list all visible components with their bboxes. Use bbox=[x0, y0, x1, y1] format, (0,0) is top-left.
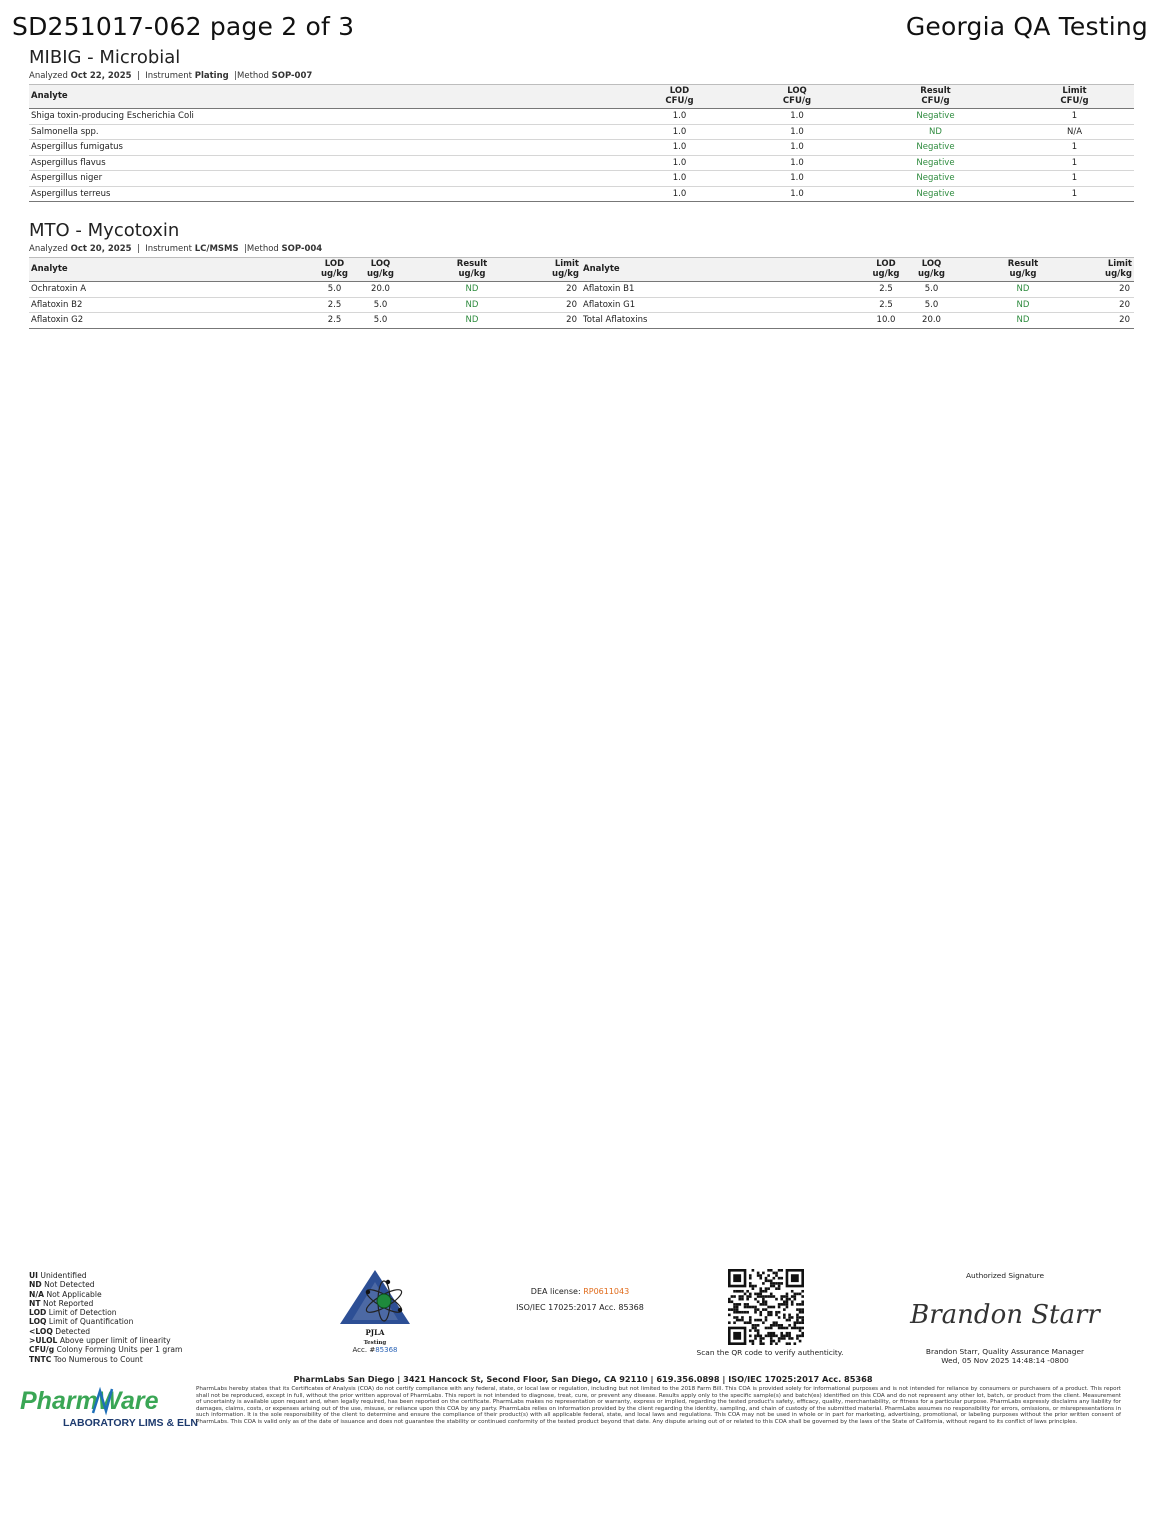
col-analyte: Analyte bbox=[31, 90, 68, 101]
col-lod: LOD CFU/g bbox=[665, 86, 694, 106]
method-label: Method bbox=[246, 244, 279, 254]
cell-loq: 20.0 bbox=[908, 313, 955, 329]
col-lod: LOD ug/kg bbox=[872, 259, 900, 279]
pjla-sub: Testing bbox=[363, 1340, 387, 1346]
cell-result: Negative bbox=[856, 109, 1015, 125]
cell-lod: 1.0 bbox=[621, 140, 738, 156]
cell-lod: 1.0 bbox=[621, 171, 738, 187]
cell-limit: 20 bbox=[540, 297, 581, 313]
col-loq: LOQ ug/kg bbox=[918, 259, 945, 279]
method-value: SOP-007 bbox=[271, 71, 313, 81]
svg-text:LABORATORY LIMS & ELN: LABORATORY LIMS & ELN bbox=[63, 1417, 198, 1429]
legend-item: N/A Not Applicable bbox=[29, 1289, 102, 1299]
table-row bbox=[29, 109, 1134, 125]
col-analyte: Analyte bbox=[583, 263, 620, 274]
qr-caption: Scan the QR code to verify authenticity. bbox=[696, 1348, 844, 1357]
cell-limit: 20 bbox=[1091, 313, 1134, 329]
cell-lod: 1.0 bbox=[621, 155, 738, 171]
cell-result: Negative bbox=[856, 140, 1015, 156]
client-name: Georgia QA Testing bbox=[905, 12, 1148, 41]
legend-item: >ULOL Above upper limit of linearity bbox=[29, 1336, 171, 1346]
analyzed-date: Oct 20, 2025 bbox=[70, 244, 132, 254]
microbial-section bbox=[29, 47, 1134, 82]
legend-item: TNTC Too Numerous to Count bbox=[29, 1354, 143, 1364]
microbial-table-wrap bbox=[29, 82, 1134, 202]
cell-loq: 1.0 bbox=[738, 186, 856, 202]
table-row bbox=[29, 297, 1134, 313]
cell-lod: 1.0 bbox=[621, 124, 738, 140]
cell-limit: 20 bbox=[540, 313, 581, 329]
cell-loq: 1.0 bbox=[738, 109, 856, 125]
cell-analyte: Aspergillus niger bbox=[29, 171, 621, 187]
table-row bbox=[29, 186, 1134, 202]
svg-text:PJLA: PJLA bbox=[365, 1328, 385, 1337]
table-header-row bbox=[29, 258, 1134, 282]
cell-lod: 2.5 bbox=[312, 297, 357, 313]
instrument-label: Instrument bbox=[145, 71, 193, 81]
cell-lod: 5.0 bbox=[312, 282, 357, 298]
cell-loq: 1.0 bbox=[738, 171, 856, 187]
col-limit: Limit ug/kg bbox=[552, 259, 579, 279]
method-value: SOP-004 bbox=[281, 244, 323, 254]
cell-loq: 1.0 bbox=[738, 140, 856, 156]
cell-analyte: Shiga toxin-producing Escherichia Coli bbox=[29, 109, 621, 125]
cell-lod: 1.0 bbox=[621, 186, 738, 202]
col-limit: Limit CFU/g bbox=[1060, 86, 1089, 106]
col-analyte: Analyte bbox=[31, 263, 68, 274]
cell-lod: 10.0 bbox=[864, 313, 908, 329]
cell-analyte: Aflatoxin B2 bbox=[29, 297, 312, 313]
legend-item: ND Not Detected bbox=[29, 1280, 95, 1290]
pjla-accreditation: Acc. #85368 bbox=[352, 1346, 398, 1354]
instrument-value: LC/MSMS bbox=[194, 244, 239, 254]
cell-result: ND bbox=[955, 282, 1091, 298]
mycotoxin-section bbox=[29, 220, 1134, 255]
analyzed-label: Analyzed bbox=[29, 244, 68, 254]
cell-lod: 2.5 bbox=[312, 313, 357, 329]
cell-analyte: Total Aflatoxins bbox=[581, 313, 864, 329]
signatory bbox=[900, 1347, 1110, 1365]
cell-result: Negative bbox=[856, 155, 1015, 171]
dea-number: RP0611043 bbox=[583, 1287, 630, 1296]
instrument-value: Plating bbox=[194, 71, 229, 81]
cell-result: ND bbox=[955, 313, 1091, 329]
cell-limit: 20 bbox=[1091, 282, 1134, 298]
legend-item: NT Not Reported bbox=[29, 1298, 94, 1308]
cell-limit: 1 bbox=[1015, 140, 1134, 156]
verification-qr-code[interactable] bbox=[727, 1269, 805, 1345]
svg-text:PharmWare: PharmWare bbox=[20, 1387, 159, 1415]
abbreviation-legend bbox=[29, 1271, 182, 1364]
document-id: SD251017-062 page 2 of 3 bbox=[12, 12, 355, 41]
legend-item: LOD Limit of Detection bbox=[29, 1308, 117, 1318]
pharmware-logo bbox=[20, 1383, 198, 1431]
legend-item: UI Unidentified bbox=[29, 1271, 87, 1280]
cell-loq: 1.0 bbox=[738, 155, 856, 171]
handwritten-signature bbox=[905, 1293, 1105, 1335]
microbial-table bbox=[29, 84, 1134, 202]
instrument-label: Instrument bbox=[145, 244, 193, 254]
legend-item: <LOQ Detected bbox=[29, 1326, 91, 1336]
signatory-name-title: Brandon Starr, Quality Assurance Manager bbox=[925, 1347, 1085, 1356]
legend-item: LOQ Limit of Quantification bbox=[29, 1317, 134, 1327]
col-result: Result ug/kg bbox=[456, 259, 488, 279]
cell-loq: 5.0 bbox=[908, 282, 955, 298]
legal-disclaimer: PharmLabs hereby states that its Certificates of Analysis (COA) do not certify compliance with any federal, state, or local law or regulation, including but not limited to the 2018 Farm Bill. This COA is provided solely for informational purposes and is not intended for reliance by consumers or purchasers of a product. This report shall not be reproduced, except in full, without the prior written approval of PharmLabs. This report is not intended to diagnose, treat, cure, or prevent any disease. Results apply only to the specific sample(s) and batch(es) identified on this COA and do not represent any other lot, batch, or product from the client. Measurement of uncertainty is available upon request and, when legally required, has been reported on the certificate. PharmLabs makes no representation or warranty, express or implied, regarding the tested product's safety, efficacy, quality, merchantability, or fitness for a particular purpose. PharmLabs expressly disclaims any liability for damages, claims, costs, or expenses arising out of the use, misuse, or reliance upon this COA by any party. PharmLabs relies on information provided by the client regarding the identity, sampling, and chain of custody of the submitted material. PharmLabs assumes no responsibility for errors, omissions, or misrepresentations in such information. It is the sole responsibility of the client to determine and ensure the compliance of their product(s) with all applicable federal, state, and local laws and regulations. This COA may not be used in whole or in part for marketing, advertising, promotional, or labeling purposes without the prior written consent of PharmLabs. This COA is valid only as of the date of issuance and does not guarantee the stability or continued conformity of the tested product beyond that date. Any dispute arising out of or related to this COA shall be governed by the laws of the State of California, without regard to its conflict of laws principles. bbox=[196, 1386, 1121, 1425]
cell-limit: 1 bbox=[1015, 171, 1134, 187]
cell-loq: 5.0 bbox=[357, 297, 404, 313]
cell-limit: 20 bbox=[1091, 297, 1134, 313]
lab-address: PharmLabs San Diego | 3421 Hancock St, Second Floor, San Diego, CA 92110 | 619.356.0898 | ISO/IEC 17025:2017 Acc. 85368 bbox=[293, 1374, 873, 1384]
cell-limit: 1 bbox=[1015, 186, 1134, 202]
cell-loq: 5.0 bbox=[357, 313, 404, 329]
cell-result: ND bbox=[404, 313, 540, 329]
cell-lod: 1.0 bbox=[621, 109, 738, 125]
svg-text:Brandon Starr: Brandon Starr bbox=[910, 1300, 1100, 1330]
cell-limit: N/A bbox=[1015, 124, 1134, 140]
col-lod: LOD ug/kg bbox=[321, 259, 348, 279]
iso-accreditation: ISO/IEC 17025:2017 Acc. 85368 bbox=[516, 1303, 644, 1312]
analyzed-label: Analyzed bbox=[29, 71, 68, 81]
signature-label: Authorized Signature bbox=[965, 1271, 1045, 1280]
section-meta: Analyzed Oct 22, 2025 | Instrument Plating |Method SOP-007 bbox=[29, 71, 313, 81]
table-row bbox=[29, 282, 1134, 298]
section-title: MIBIG - Microbial bbox=[29, 47, 181, 68]
cell-result: ND bbox=[856, 124, 1015, 140]
license-info bbox=[490, 1284, 670, 1316]
cell-analyte: Aspergillus terreus bbox=[29, 186, 621, 202]
cell-result: Negative bbox=[856, 171, 1015, 187]
table-row bbox=[29, 171, 1134, 187]
pjla-logo-icon bbox=[338, 1268, 412, 1338]
cell-limit: 1 bbox=[1015, 155, 1134, 171]
cell-analyte: Aspergillus flavus bbox=[29, 155, 621, 171]
cell-analyte: Aflatoxin G2 bbox=[29, 313, 312, 329]
cell-analyte: Aflatoxin B1 bbox=[581, 282, 864, 298]
cell-lod: 2.5 bbox=[864, 297, 908, 313]
cell-lod: 2.5 bbox=[864, 282, 908, 298]
cell-analyte: Ochratoxin A bbox=[29, 282, 312, 298]
section-title: MTO - Mycotoxin bbox=[29, 220, 180, 241]
legend-item: CFU/g Colony Forming Units per 1 gram bbox=[29, 1345, 183, 1355]
signature-datetime: Wed, 05 Nov 2025 14:48:14 -0800 bbox=[941, 1356, 1069, 1365]
cell-analyte: Aflatoxin G1 bbox=[581, 297, 864, 313]
table-row bbox=[29, 313, 1134, 329]
col-loq: LOQ CFU/g bbox=[782, 86, 812, 106]
dea-label: DEA license: bbox=[530, 1287, 581, 1296]
col-result: Result CFU/g bbox=[920, 86, 951, 106]
table-row bbox=[29, 140, 1134, 156]
method-label: Method bbox=[237, 71, 269, 81]
mycotoxin-table bbox=[29, 257, 1134, 329]
mycotoxin-table-wrap bbox=[29, 255, 1134, 329]
col-loq: LOQ ug/kg bbox=[367, 259, 394, 279]
cell-analyte: Salmonella spp. bbox=[29, 124, 621, 140]
col-result: Result ug/kg bbox=[1007, 259, 1039, 279]
cell-loq: 20.0 bbox=[357, 282, 404, 298]
cell-result: ND bbox=[404, 297, 540, 313]
cell-limit: 1 bbox=[1015, 109, 1134, 125]
cell-result: ND bbox=[404, 282, 540, 298]
cell-loq: 5.0 bbox=[908, 297, 955, 313]
cell-result: ND bbox=[955, 297, 1091, 313]
analyzed-date: Oct 22, 2025 bbox=[70, 71, 132, 81]
col-limit: Limit ug/kg bbox=[1105, 259, 1132, 279]
cell-loq: 1.0 bbox=[738, 124, 856, 140]
table-row bbox=[29, 155, 1134, 171]
section-meta: Analyzed Oct 20, 2025 | Instrument LC/MSMS |Method SOP-004 bbox=[29, 244, 323, 254]
pjla-badge bbox=[338, 1268, 412, 1354]
cell-result: Negative bbox=[856, 186, 1015, 202]
cell-analyte: Aspergillus fumigatus bbox=[29, 140, 621, 156]
cell-limit: 20 bbox=[540, 282, 581, 298]
table-header-row bbox=[29, 85, 1134, 109]
table-row bbox=[29, 124, 1134, 140]
